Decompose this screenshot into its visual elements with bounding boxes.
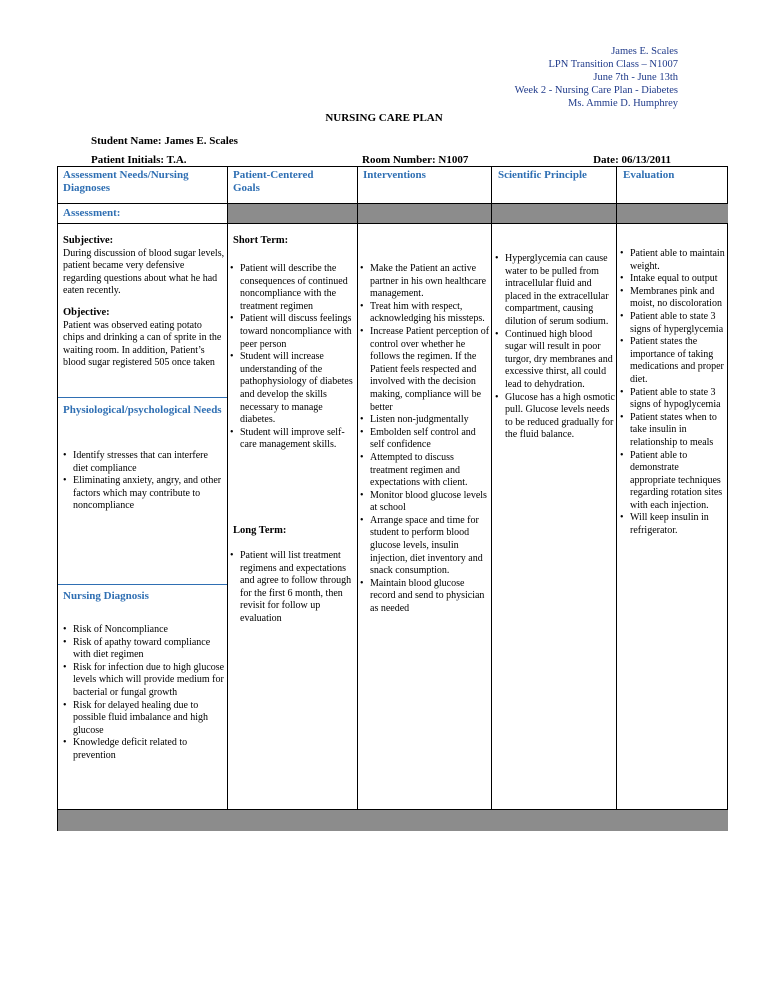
document-header — [515, 45, 678, 110]
list-item: • Hyperglycemia can cause water to be pulled from intracellular fluid and placed in the extracellular compartment, causing dilution of serum sodium. — [495, 253, 615, 329]
col-head-interventions: Interventions — [363, 169, 426, 181]
list-item: • Membranes pink and moist, no discoloration — [620, 286, 726, 311]
list-item: • Risk of Noncompliance — [63, 624, 225, 637]
list-item: • Patient will describe the consequences of continued noncompliance with the treatment regimen — [230, 263, 355, 313]
list-item: • Eliminating anxiety, angry, and other factors which may contribute to noncompliance — [63, 475, 225, 513]
list-item: • Make the Patient an active partner in his own healthcare management. — [360, 263, 490, 301]
assignment-week: Week 2 - Nursing Care Plan - Diabetes — [514, 85, 678, 96]
assessment-divider — [58, 223, 728, 224]
col-divider-3 — [491, 167, 492, 810]
list-item: • Risk for delayed healing due to possible fluid imbalance and high glucose — [63, 700, 225, 738]
care-plan-table — [57, 166, 728, 831]
list-item: • Embolden self control and self confidence — [360, 427, 490, 452]
nursing-dx-list — [63, 624, 225, 763]
list-item: • Continued high blood sugar will result in poor turgor, dry membranes and excessive thirst, all could lead to dehydration. — [495, 329, 615, 392]
list-item: • Identify stresses that can interfere diet compliance — [63, 450, 225, 475]
instructor-name: Ms. Ammie D. Humphrey — [568, 98, 678, 109]
list-item: • Patient states when to take insulin in relationship to meals — [620, 412, 726, 450]
short-term-label: Short Term: — [233, 235, 289, 246]
bottom-divider — [58, 809, 728, 810]
student-name: Student Name: James E. Scales — [91, 135, 238, 147]
assessment-gray-band — [227, 204, 728, 223]
long-term-list — [230, 550, 355, 626]
col-divider-4 — [616, 167, 617, 810]
col-divider-1 — [227, 167, 228, 810]
col-head-principle: Scientific Principle — [498, 169, 587, 181]
header-divider — [58, 203, 728, 204]
list-item: • Patient able to demonstrate appropriate techniques regarding rotation sites with each injection. — [620, 450, 726, 513]
col-head-assessment: Assessment Needs/Nursing Diagnoses — [63, 169, 189, 194]
subjective-block — [63, 235, 225, 370]
list-item: • Will keep insulin in refrigerator. — [620, 512, 726, 537]
objective-text: Patient was observed eating potato chips and drinking a can of sprite in the waiting room. In addition, Patient’s blood sugar registered 505 once taken — [63, 319, 222, 369]
col-head-evaluation: Evaluation — [623, 169, 675, 181]
list-item: • Attempted to discuss treatment regimen and expectations with client. — [360, 452, 490, 490]
dx-top-line — [58, 584, 227, 585]
patient-initials: Patient Initials: T.A. — [91, 154, 187, 166]
list-item: • Risk of apathy toward compliance with diet regimen — [63, 637, 225, 662]
list-item: • Glucose has a high osmotic pull. Glucose levels needs to be reduced gradually for the fluid balance. — [495, 392, 615, 442]
list-item: • Patient able to state 3 signs of hyperglycemia — [620, 311, 726, 336]
list-item: • Risk for infection due to high glucose levels which will provide medium for bacterial or fungal growth — [63, 662, 225, 700]
class-dates: June 7th - June 13th — [593, 72, 678, 83]
subjective-text: During discussion of blood sugar levels, patient became very defensive regarding questions about what he had eaten recently. — [63, 247, 225, 297]
list-item: • Patient will list treatment regimens and expectations and agree to follow through for the first 6 month, then revisit for follow up evaluation — [230, 550, 355, 626]
list-item: • Patient states the importance of taking medications and proper diet. — [620, 336, 726, 386]
list-item: • Patient able to maintain weight. — [620, 248, 726, 273]
assessment-label: Assessment: — [63, 207, 121, 219]
list-item: • Increase Patient perception of control over whether he follows the regimen. If the Patient feels respected and involved with the decision making, compliance will be better — [360, 326, 490, 414]
list-item: • Student will improve self-care management skills. — [230, 427, 355, 452]
page-title: NURSING CARE PLAN — [325, 112, 443, 124]
nursing-dx-label: Nursing Diagnosis — [63, 590, 149, 602]
plan-date: Date: 06/13/2011 — [593, 154, 671, 166]
list-item: • Arrange space and time for student to perform blood glucose levels, insulin injection, diet inventory and snack consumption. — [360, 515, 490, 578]
physio-list — [63, 450, 225, 513]
subjective-label: Subjective: — [63, 235, 114, 246]
bottom-gray-band — [58, 810, 728, 831]
objective-label: Objective: — [63, 306, 110, 318]
col-divider-2 — [357, 167, 358, 810]
long-term-label: Long Term: — [233, 525, 287, 536]
class-name: LPN Transition Class – N1007 — [548, 59, 678, 70]
room-number: Room Number: N1007 — [362, 154, 469, 166]
list-item: • Student will increase understanding of the pathophysiology of diabetes and develop the skills necessary to manage diabetes. — [230, 351, 355, 427]
list-item: • Patient able to state 3 signs of hypoglycemia — [620, 387, 726, 412]
physio-top-line — [58, 397, 227, 398]
evaluation-list — [620, 248, 726, 538]
col-head-goals: Patient-Centered Goals — [233, 169, 314, 194]
list-item: • Intake equal to output — [620, 273, 726, 286]
interventions-list — [360, 263, 490, 616]
list-item: • Knowledge deficit related to prevention — [63, 737, 225, 762]
list-item: • Monitor blood glucose levels at school — [360, 490, 490, 515]
list-item: • Treat him with respect, acknowledging his missteps. — [360, 301, 490, 326]
author-name: James E. Scales — [611, 46, 678, 57]
principles-list — [495, 253, 615, 442]
physio-label: Physiological/psychological Needs — [63, 404, 222, 416]
list-item: • Patient will discuss feelings toward noncompliance with peer person — [230, 313, 355, 351]
list-item: • Maintain blood glucose record and send to physician as needed — [360, 578, 490, 616]
list-item: • Listen non-judgmentally — [360, 414, 490, 427]
short-term-list — [230, 263, 355, 452]
